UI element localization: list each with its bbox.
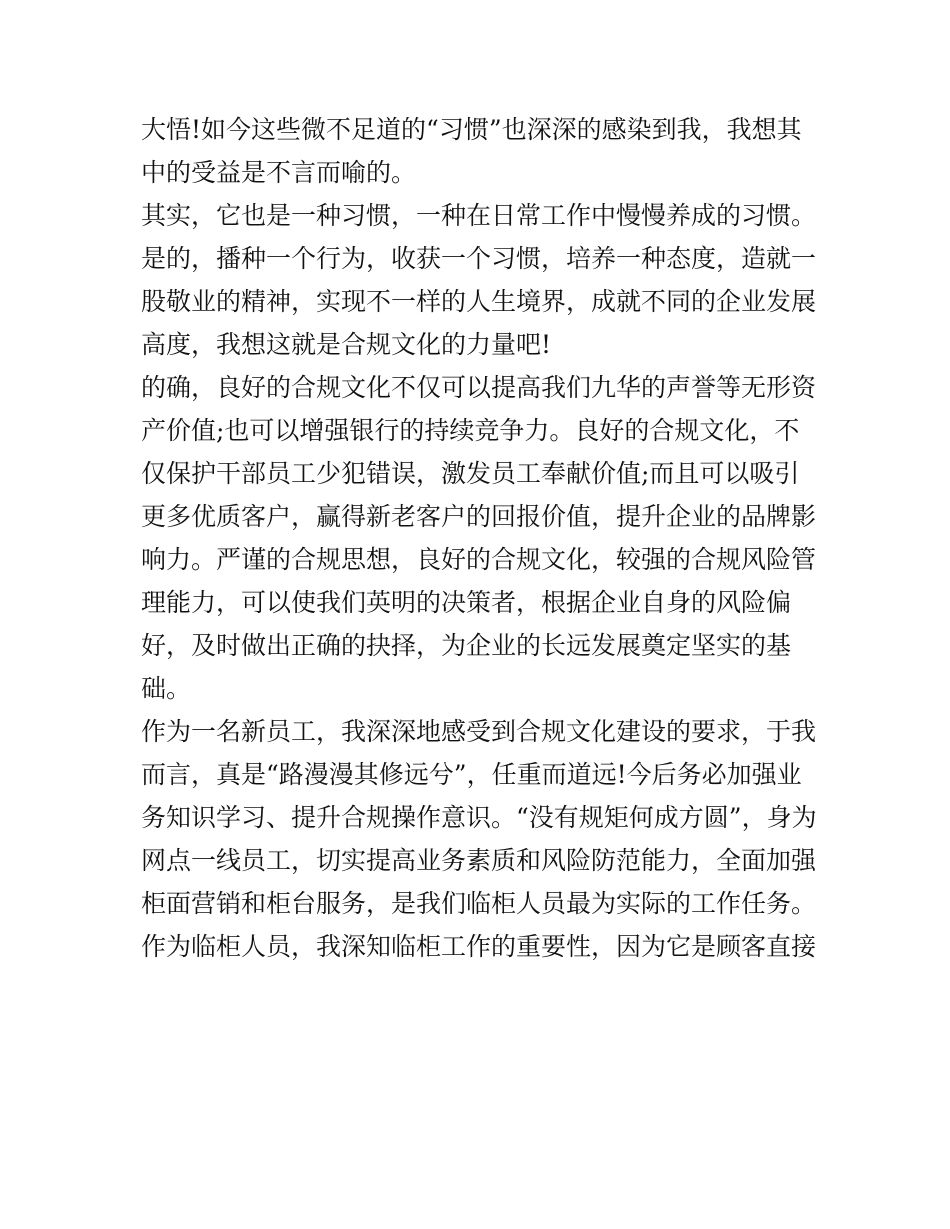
text-line: 高度，我想这就是合规文化的力量吧! (141, 330, 552, 359)
document-body (141, 108, 821, 968)
text-line: 理能力，可以使我们英明的决策者，根据企业自身的风险偏 (141, 588, 792, 617)
text-line: 好，及时做出正确的抉择，为企业的长远发展奠定坚实的基 (141, 631, 792, 660)
text-line: 务知识学习、提升合规操作意识。“没有规矩何成方圆”，身为 (141, 803, 817, 832)
text-line: 作为临柜人员，我深知临柜工作的重要性，因为它是顾客直接 (141, 932, 817, 961)
text-line: 的确，良好的合规文化不仅可以提高我们九华的声誉等无形资 (141, 373, 817, 402)
text-line: 作为一名新员工，我深深地感受到合规文化建设的要求，于我 (141, 717, 817, 746)
text-line: 中的受益是不言而喻的。 (141, 158, 417, 187)
text-line: 产价值;也可以增强银行的持续竞争力。良好的合规文化，不 (141, 416, 800, 445)
text-line: 其实，它也是一种习惯，一种在日常工作中慢慢养成的习惯。 (141, 201, 817, 230)
text-line: 础。 (141, 674, 192, 703)
text-line: 是的，播种一个行为，收获一个习惯，培养一种态度，造就一 (141, 244, 817, 273)
text-line: 柜面营销和柜台服务，是我们临柜人员最为实际的工作任务。 (141, 889, 817, 918)
text-line: 股敬业的精神，实现不一样的人生境界，成就不同的企业发展 (141, 287, 817, 316)
text-line: 大悟!如今这些微不足道的“习惯”也深深的感染到我，我想其 (141, 115, 802, 144)
text-line: 仅保护干部员工少犯错误，激发员工奉献价值;而且可以吸引 (141, 459, 800, 488)
text-line: 网点一线员工，切实提高业务素质和风险防范能力，全面加强 (141, 846, 817, 875)
text-line: 更多优质客户，赢得新老客户的回报价值，提升企业的品牌影 (141, 502, 817, 531)
text-line: 而言，真是“路漫漫其修远兮”，任重而道远!今后务必加强业 (141, 760, 802, 789)
text-line: 响力。严谨的合规思想，良好的合规文化，较强的合规风险管 (141, 545, 817, 574)
